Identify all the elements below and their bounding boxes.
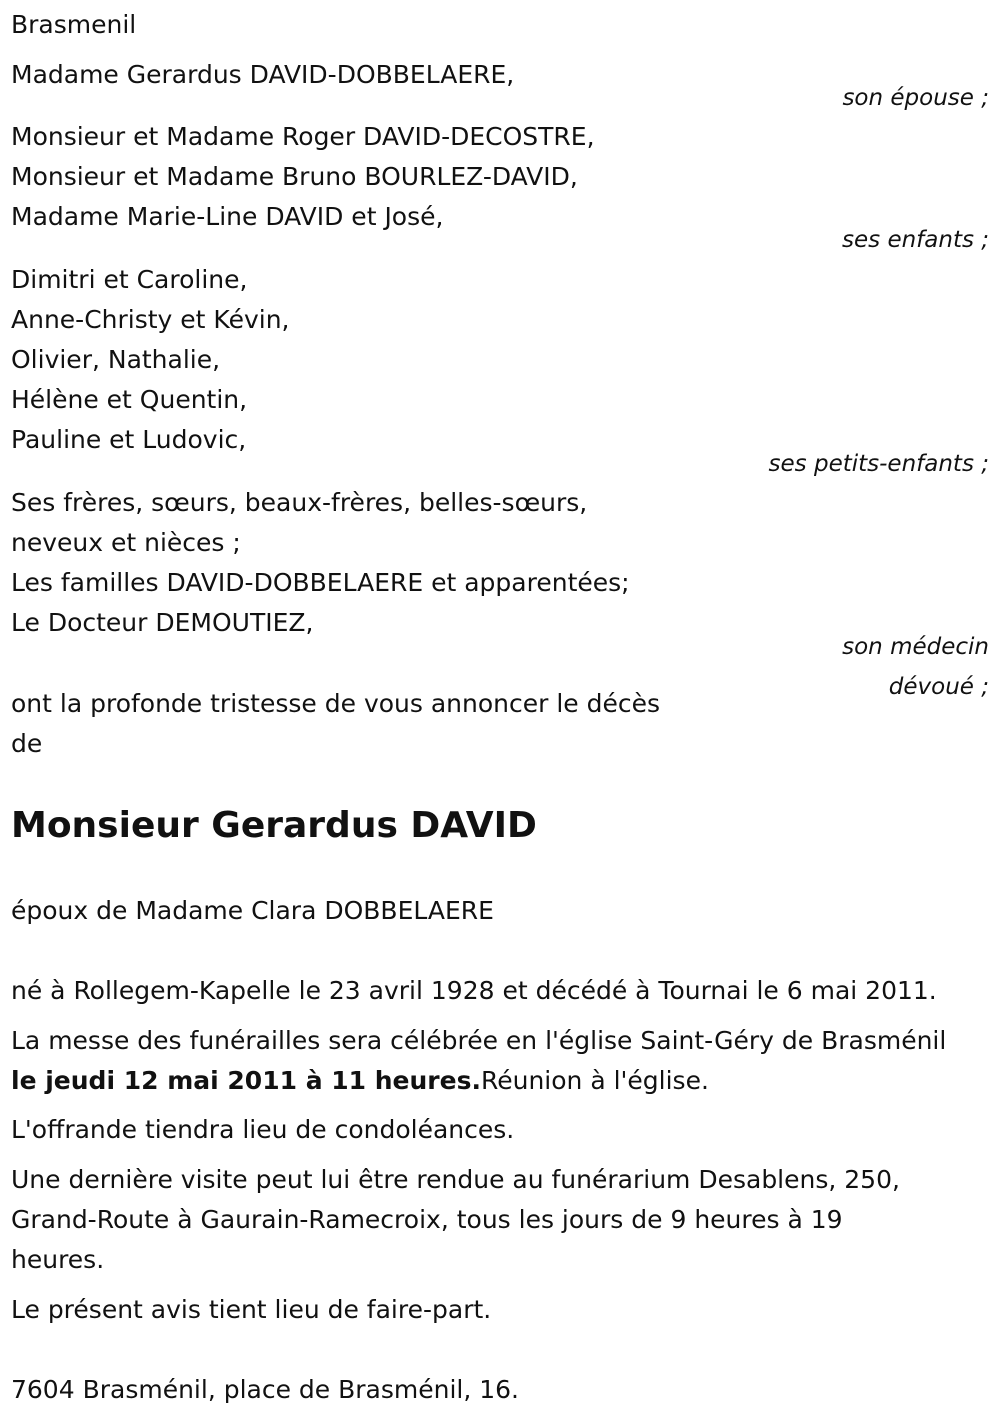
funeral-line-2 xyxy=(11,1061,709,1101)
funeral-meeting: Réunion à l'église. xyxy=(480,1066,709,1095)
grandchildren-role: ses petits-enfants ; xyxy=(768,451,989,477)
spouse-name: Madame Gerardus DAVID-DOBBELAERE, xyxy=(11,60,515,89)
birth-death: né à Rollegem-Kapelle le 23 avril 1928 et décédé à Tournai le 6 mai 2011. xyxy=(11,976,937,1005)
doctor-role-line-1: son médecin xyxy=(842,634,989,660)
funeral-date: le jeudi 12 mai 2011 à 11 heures. xyxy=(11,1066,481,1095)
family-line-1: Ses frères, sœurs, beaux-frères, belles-sœurs, xyxy=(11,488,588,517)
grandchild-line-5: Pauline et Ludovic, xyxy=(11,425,247,454)
spouse-role: son épouse ; xyxy=(842,85,989,111)
family-line-3: Les familles DAVID-DOBBELAERE et apparentées; xyxy=(11,568,630,597)
family-line-4: Le Docteur DEMOUTIEZ, xyxy=(11,608,314,637)
children-role: ses enfants ; xyxy=(842,227,989,253)
grandchild-line-3: Olivier, Nathalie, xyxy=(11,345,221,374)
family-line-2: neveux et nièces ; xyxy=(11,528,241,557)
funeral-line-1: La messe des funérailles sera célébrée en l'église Saint-Géry de Brasménil xyxy=(11,1026,947,1055)
address: 7604 Brasménil, place de Brasménil, 16. xyxy=(11,1375,520,1404)
grandchild-line-4: Hélène et Quentin, xyxy=(11,385,248,414)
offering: L'offrande tiendra lieu de condoléances. xyxy=(11,1115,515,1144)
child-line-1: Monsieur et Madame Roger DAVID-DECOSTRE, xyxy=(11,122,595,151)
announcement-line-1: ont la profonde tristesse de vous annoncer le décès xyxy=(11,689,661,718)
notice: Le présent avis tient lieu de faire-part. xyxy=(11,1295,492,1324)
visit-line-3: heures. xyxy=(11,1245,105,1274)
place-heading: Brasmenil xyxy=(11,10,137,39)
spouse-of: époux de Madame Clara DOBBELAERE xyxy=(11,896,494,925)
child-line-2: Monsieur et Madame Bruno BOURLEZ-DAVID, xyxy=(11,162,578,191)
grandchild-line-2: Anne-Christy et Kévin, xyxy=(11,305,290,334)
deceased-name: Monsieur Gerardus DAVID xyxy=(11,805,537,846)
announcement-line-2: de xyxy=(11,729,43,758)
visit-line-2: Grand-Route à Gaurain-Ramecroix, tous les jours de 9 heures à 19 xyxy=(11,1205,843,1234)
visit-line-1: Une dernière visite peut lui être rendue au funérarium Desablens, 250, xyxy=(11,1165,900,1194)
doctor-role-line-2: dévoué ; xyxy=(888,674,989,700)
child-line-3: Madame Marie-Line DAVID et José, xyxy=(11,202,444,231)
grandchild-line-1: Dimitri et Caroline, xyxy=(11,265,248,294)
